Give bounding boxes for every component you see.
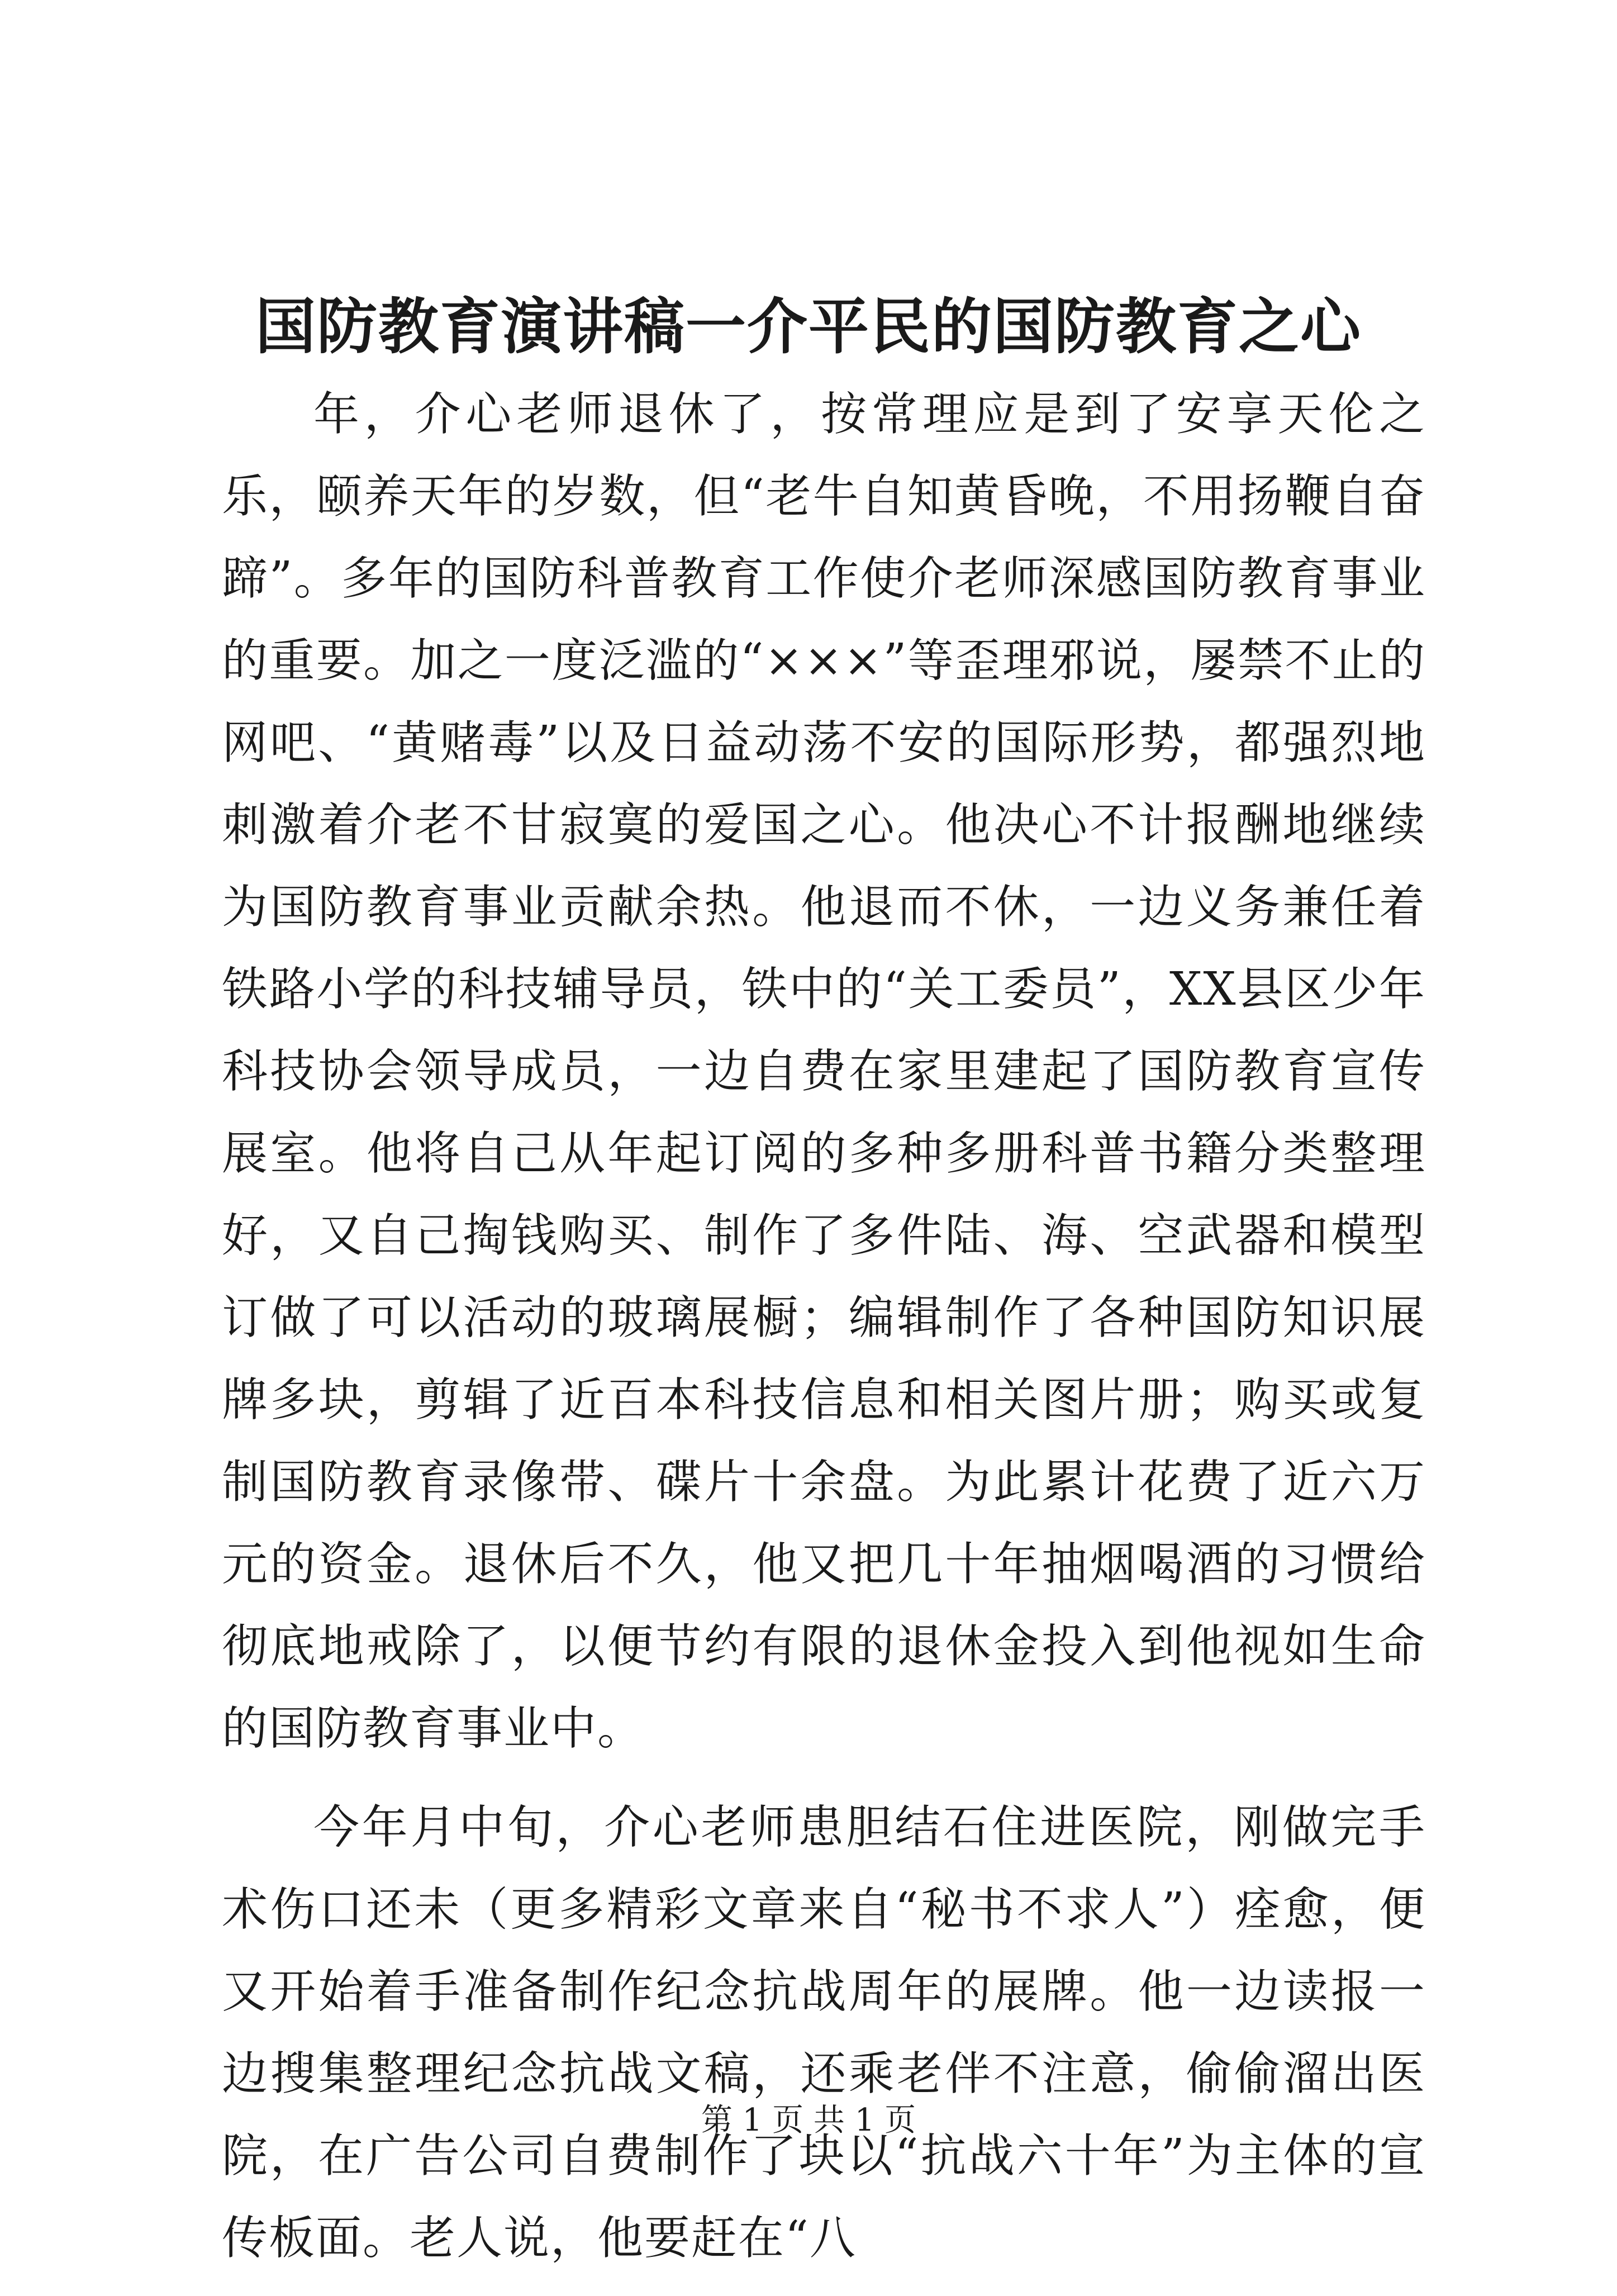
document-title: 国防教育演讲稿一介平民的国防教育之心 bbox=[255, 292, 1362, 362]
document-body bbox=[222, 373, 1426, 2296]
paragraph: 今年月中旬，介心老师患胆结石住进医院，刚做完手术伤口还未（更多精彩文章来自“秘书不求人”）痊愈，便又开始着手准备制作纪念抗战周年的展牌。他一边读报一边搜集整理纪念抗战文稿，还乘老伴不注意，偷偷溜出医院，在广告公司自费制作了块以“抗战六十年”为主体的宣传板面。老人说，他要赶在“八 bbox=[222, 1801, 1426, 2265]
paragraph: 年，介心老师退休了，按常理应是到了安享天伦之乐，颐养天年的岁数，但“老牛自知黄昏晚，不用扬鞭自奋蹄”。多年的国防科普教育工作使介老师深感国防教育事业的重要。加之一度泛滥的“×××”等歪理邪说，屡禁不止的网吧、“黄赌毒”以及日益动荡不安的国际形势，都强烈地刺激着介老不甘寂寞的爱国之心。他决心不计报酬地继续为国防教育事业贡献余热。他退而不休，一边义务兼任着铁路小学的科技辅导员，铁中的“关工委员”，XX县区少年科技协会领导成员，一边自费在家里建起了国防教育宣传展室。他将自己从年起订阅的多种多册科普书籍分类整理好，又自己掏钱购买、制作了多件陆、海、空武器和模型订做了可以活动的玻璃展橱；编辑制作了各种国防知识展牌多块，剪辑了近百本科技信息和相关图片册；购买或复制国防教育录像带、碟片十余盘。为此累计花费了近六万元的资金。退休后不久，他又把几十年抽烟喝酒的习惯给彻底地戒除了，以便节约有限的退休金投入到他视如生命的国防教育事业中。 bbox=[222, 388, 1426, 1755]
page-footer: 第 1 页 共 1 页 bbox=[701, 2102, 916, 2138]
